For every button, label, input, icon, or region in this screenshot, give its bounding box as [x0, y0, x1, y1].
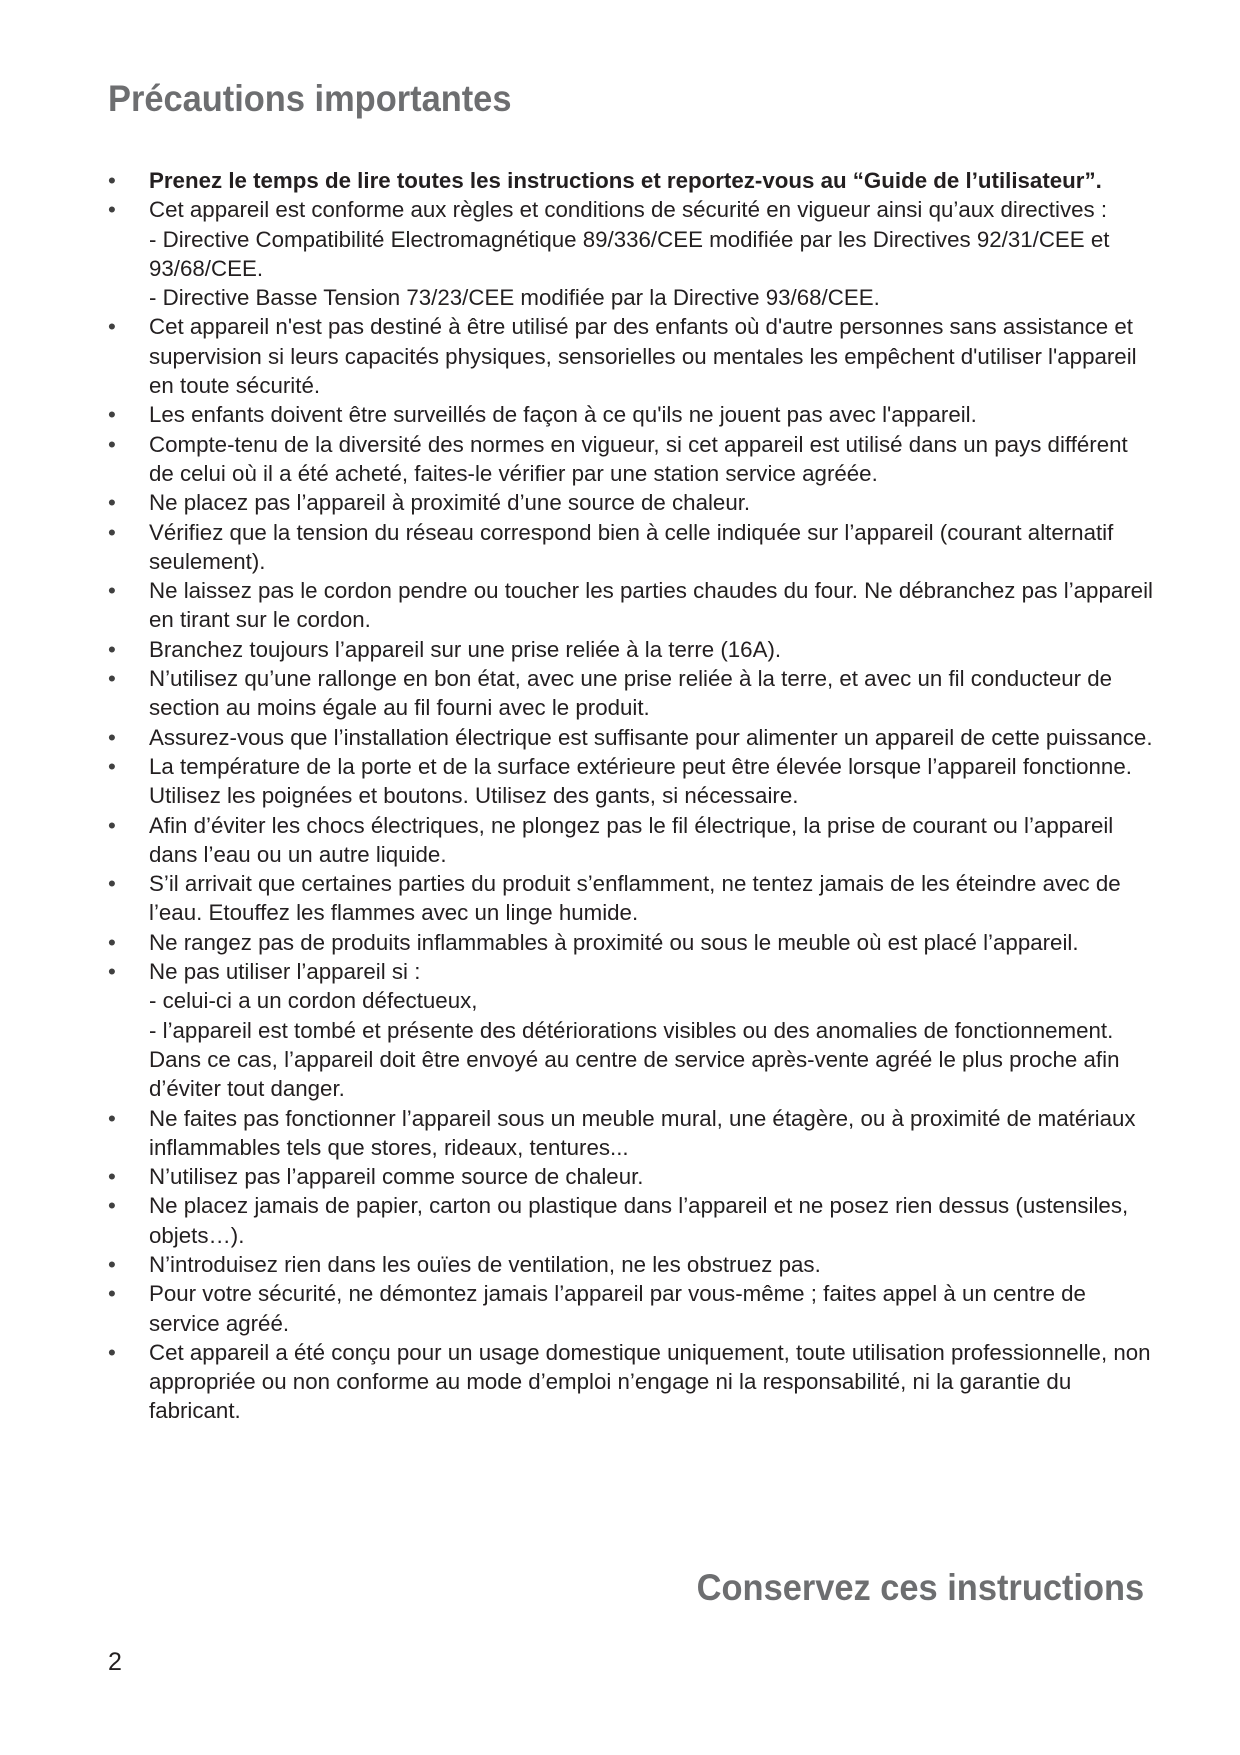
bullet: • [108, 1105, 116, 1131]
bullet: • [108, 431, 116, 457]
sub-item: Dans ce cas, l’appareil doit être envoyé au centre de service après-vente agréé le plus proche afin d’éviter tout danger. [149, 1046, 1120, 1102]
list-item [108, 430, 1153, 489]
item-text: Ne placez pas l’appareil à proximité d’une source de chaleur. [149, 490, 751, 516]
list-item [108, 723, 1153, 752]
bullet: • [108, 929, 116, 955]
bullet: • [108, 959, 116, 985]
sub-item: - Directive Compatibilité Electromagnétique 89/336/CEE modifiée par les Directives 92/31/CEE et 93/68/CEE. [149, 226, 1110, 281]
list-item [108, 195, 1153, 312]
list-item [108, 1250, 1153, 1279]
item-text: N’utilisez pas l’appareil comme source de chaleur. [149, 1164, 644, 1190]
item-text: Cet appareil n'est pas destiné à être utilisé par des enfants où d'autre personnes sans assistance et supervision si leurs capacités physiques, sensorielles ou mentales les empêchent d'utiliser l'appareil en toute sécurité. [149, 314, 1137, 399]
list-item [108, 869, 1153, 928]
bullet: • [108, 666, 116, 692]
item-text: Ne pas utiliser l’appareil si : [149, 959, 421, 985]
item-text: N’utilisez qu’une rallonge en bon état, avec une prise reliée à la terre, et avec un fil conducteur de section au moins égale au fil fourni avec le produit. [149, 666, 1113, 721]
item-text: Compte-tenu de la diversité des normes en vigueur, si cet appareil est utilisé dans un pays différent de celui où il a été acheté, faites-le vérifier par une station service agréée. [149, 431, 1128, 486]
bullet: • [108, 519, 116, 545]
list-item [108, 166, 1153, 195]
sub-item: - Directive Basse Tension 73/23/CEE modifiée par la Directive 93/68/CEE. [149, 285, 880, 311]
item-text: N’introduisez rien dans les ouïes de ventilation, ne les obstruez pas. [149, 1251, 821, 1277]
list-item [108, 1104, 1153, 1163]
list-item [108, 488, 1153, 517]
item-text: Prenez le temps de lire toutes les instructions et reportez-vous au “Guide de l’utilisateur”. [149, 168, 1102, 193]
bullet: • [108, 724, 116, 750]
list-item [108, 811, 1153, 870]
page-number: 2 [108, 1648, 122, 1676]
item-text: Ne placez jamais de papier, carton ou plastique dans l’appareil et ne posez rien dessus (ustensiles, objets…). [149, 1193, 1129, 1248]
item-text: Cet appareil a été conçu pour un usage domestique uniquement, toute utilisation professionnelle, non appropriée ou non conforme au mode d’emploi n’engage ni la responsabilité, ni la garantie du fabricant. [149, 1339, 1151, 1424]
bullet: • [108, 636, 116, 662]
item-text: S’il arrivait que certaines parties du produit s’enflamment, ne tentez jamais de les éteindre avec de l’eau. Etouffez les flammes avec un linge humide. [149, 871, 1121, 926]
bullet: • [108, 1164, 116, 1190]
list-item [108, 1191, 1153, 1250]
bullet: • [108, 1251, 116, 1277]
item-text: Afin d’éviter les chocs électriques, ne plongez pas le fil électrique, la prise de courant ou l’appareil dans l’eau ou un autre liquide. [149, 812, 1114, 867]
precautions-list [108, 166, 1153, 1426]
item-text: Pour votre sécurité, ne démontez jamais l’appareil par vous-même ; faites appel à un centre de service agréé. [149, 1281, 1086, 1336]
item-text: Ne rangez pas de produits inflammables à proximité ou sous le meuble où est placé l’appareil. [149, 929, 1079, 955]
list-item [108, 1338, 1153, 1426]
bullet: • [108, 812, 116, 838]
item-text: Vérifiez que la tension du réseau correspond bien à celle indiquée sur l’appareil (courant alternatif seulement). [149, 519, 1114, 574]
list-item [108, 576, 1153, 635]
item-text: Les enfants doivent être surveillés de façon à ce qu'ils ne jouent pas avec l'appareil. [149, 402, 977, 428]
item-text: Cet appareil est conforme aux règles et conditions de sécurité en vigueur ainsi qu’aux directives : [149, 197, 1108, 223]
list-item [108, 518, 1153, 577]
list-item [108, 635, 1153, 664]
item-text: Ne laissez pas le cordon pendre ou toucher les parties chaudes du four. Ne débranchez pas l’appareil en tirant sur le cordon. [149, 578, 1153, 633]
sub-item: - l’appareil est tombé et présente des détériorations visibles ou des anomalies de fonctionnement. [149, 1017, 1114, 1043]
sub-item: - celui-ci a un cordon défectueux, [149, 988, 478, 1014]
item-text: Branchez toujours l’appareil sur une prise reliée à la terre (16A). [149, 636, 782, 662]
list-item [108, 752, 1153, 811]
list-item [108, 1162, 1153, 1191]
bullet: • [108, 168, 116, 193]
item-text: Assurez-vous que l’installation électrique est suffisante pour alimenter un appareil de cette puissance. [149, 724, 1153, 750]
footer-title: Conservez ces instructions [696, 1567, 1144, 1608]
list-item [108, 957, 1153, 1103]
bullet: • [108, 197, 116, 223]
bullet: • [108, 871, 116, 897]
item-text: Ne faites pas fonctionner l’appareil sous un meuble mural, une étagère, ou à proximité de matériaux inflammables tels que stores, rideaux, tentures... [149, 1105, 1136, 1160]
list-item [108, 1279, 1153, 1338]
list-item [108, 928, 1153, 957]
bullet: • [108, 490, 116, 516]
bullet: • [108, 402, 116, 428]
bullet: • [108, 1281, 116, 1307]
bullet: • [108, 1193, 116, 1219]
bullet: • [108, 578, 116, 604]
bullet: • [108, 753, 116, 779]
list-item [108, 312, 1153, 400]
item-text: La température de la porte et de la surface extérieure peut être élevée lorsque l’appareil fonctionne. Utilisez les poignées et boutons. Utilisez des gants, si nécessaire. [149, 753, 1132, 809]
page-title: Précautions importantes [108, 78, 512, 119]
list-item [108, 664, 1153, 723]
bullet: • [108, 1339, 116, 1365]
bullet: • [108, 314, 116, 340]
list-item [108, 400, 1153, 429]
